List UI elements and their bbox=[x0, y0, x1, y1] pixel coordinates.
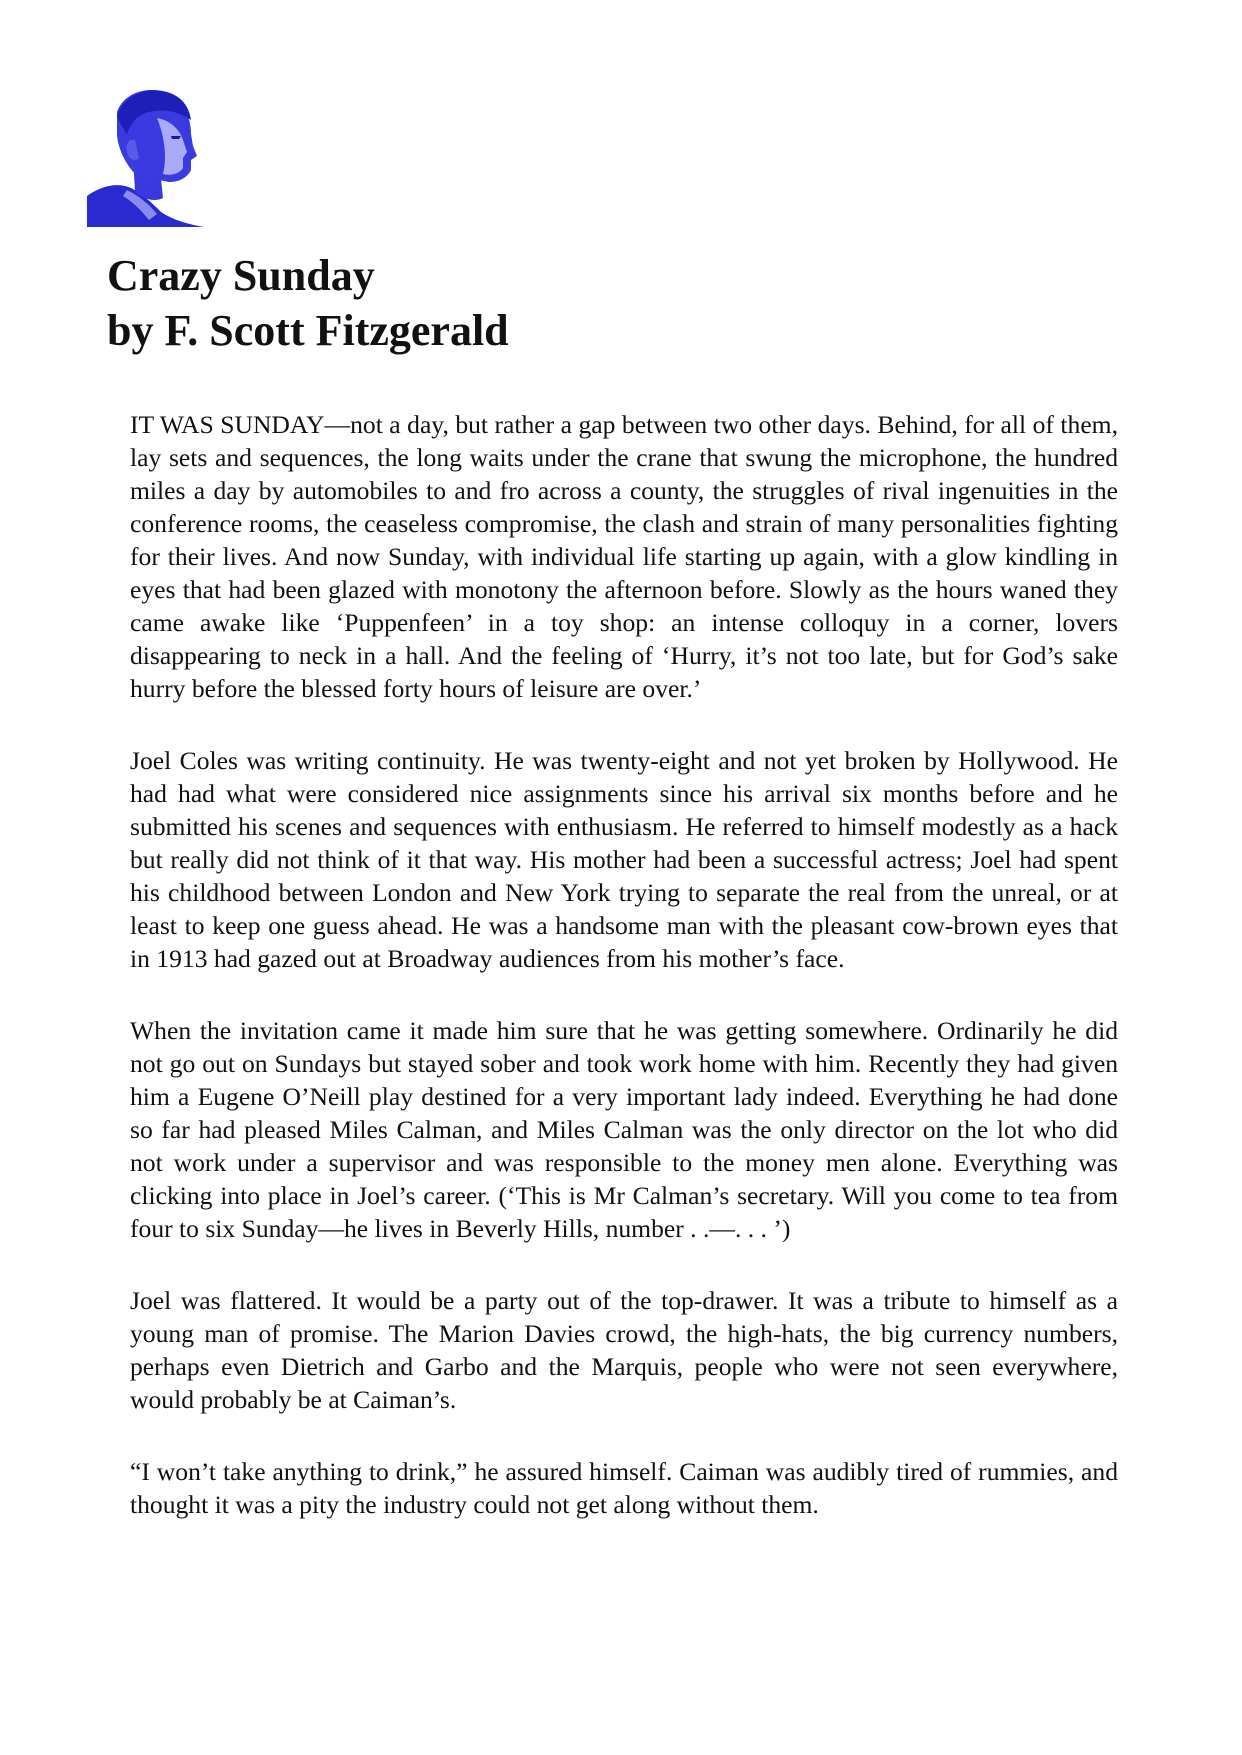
paragraph: Joel Coles was writing continuity. He was twenty-eight and not yet broken by Hollywood. He had had what were considered nice assignments since his arrival six months before and he submitted his scenes and sequences with enthusiasm. He referred to himself modestly as a hack but really did not think of it that way. His mother had been a successful actress; Joel had spent his childhood between London and New York trying to separate the real from the unreal, or at least to keep one guess ahead. He was a handsome man with the pleasant cow-brown eyes that in 1913 had gazed out at Broadway audiences from his mother’s face. bbox=[130, 746, 1118, 973]
paragraph: “I won’t take anything to drink,” he assured himself. Caiman was audibly tired of rummies, and thought it was a pity the industry could not get along without them. bbox=[130, 1457, 1118, 1519]
paragraph: Joel was flattered. It would be a party out of the top-drawer. It was a tribute to himself as a young man of promise. The Marion Davies crowd, the high-hats, the big currency numbers, perhaps even Dietrich and Garbo and the Marquis, people who were not seen everywhere, would probably be at Caiman’s. bbox=[130, 1286, 1118, 1414]
author-portrait bbox=[87, 86, 204, 227]
author-portrait-image bbox=[87, 86, 204, 227]
document-title-block bbox=[107, 248, 509, 358]
paragraph: When the invitation came it made him sure that he was getting somewhere. Ordinarily he did not go out on Sundays but stayed sober and took work home with him. Recently they had given him a Eugene O’Neill play destined for a very important lady indeed. Everything he had done so far had pleased Miles Calman, and Miles Calman was the only director on the lot who did not work under a supervisor and was responsible to the money men alone. Everything was clicking into place in Joel’s career. (‘This is Mr Calman’s secretary. Will you come to tea from four to six Sunday—he lives in Beverly Hills, number . .—. . . ’) bbox=[130, 1016, 1118, 1243]
paragraph: IT WAS SUNDAY—not a day, but rather a gap between two other days. Behind, for all of them, lay sets and sequences, the long waits under the crane that swung the microphone, the hundred miles a day by automobiles to and fro across a county, the struggles of rival ingenuities in the conference rooms, the ceaseless compromise, the clash and strain of many personalities fighting for their lives. And now Sunday, with individual life starting up again, with a glow kindling in eyes that had been glazed with monotony the afternoon before. Slowly as the hours waned they came awake like ‘Puppenfeen’ in a toy shop: an intense colloquy in a corner, lovers disappearing to neck in a hall. And the feeling of ‘Hurry, it’s not too late, but for God’s sake hurry before the blessed forty hours of leisure are over.’ bbox=[130, 410, 1118, 703]
story-body bbox=[130, 408, 1118, 1560]
story-title: Crazy Sunday bbox=[107, 251, 375, 300]
author-byline: by F. Scott Fitzgerald bbox=[107, 306, 509, 355]
